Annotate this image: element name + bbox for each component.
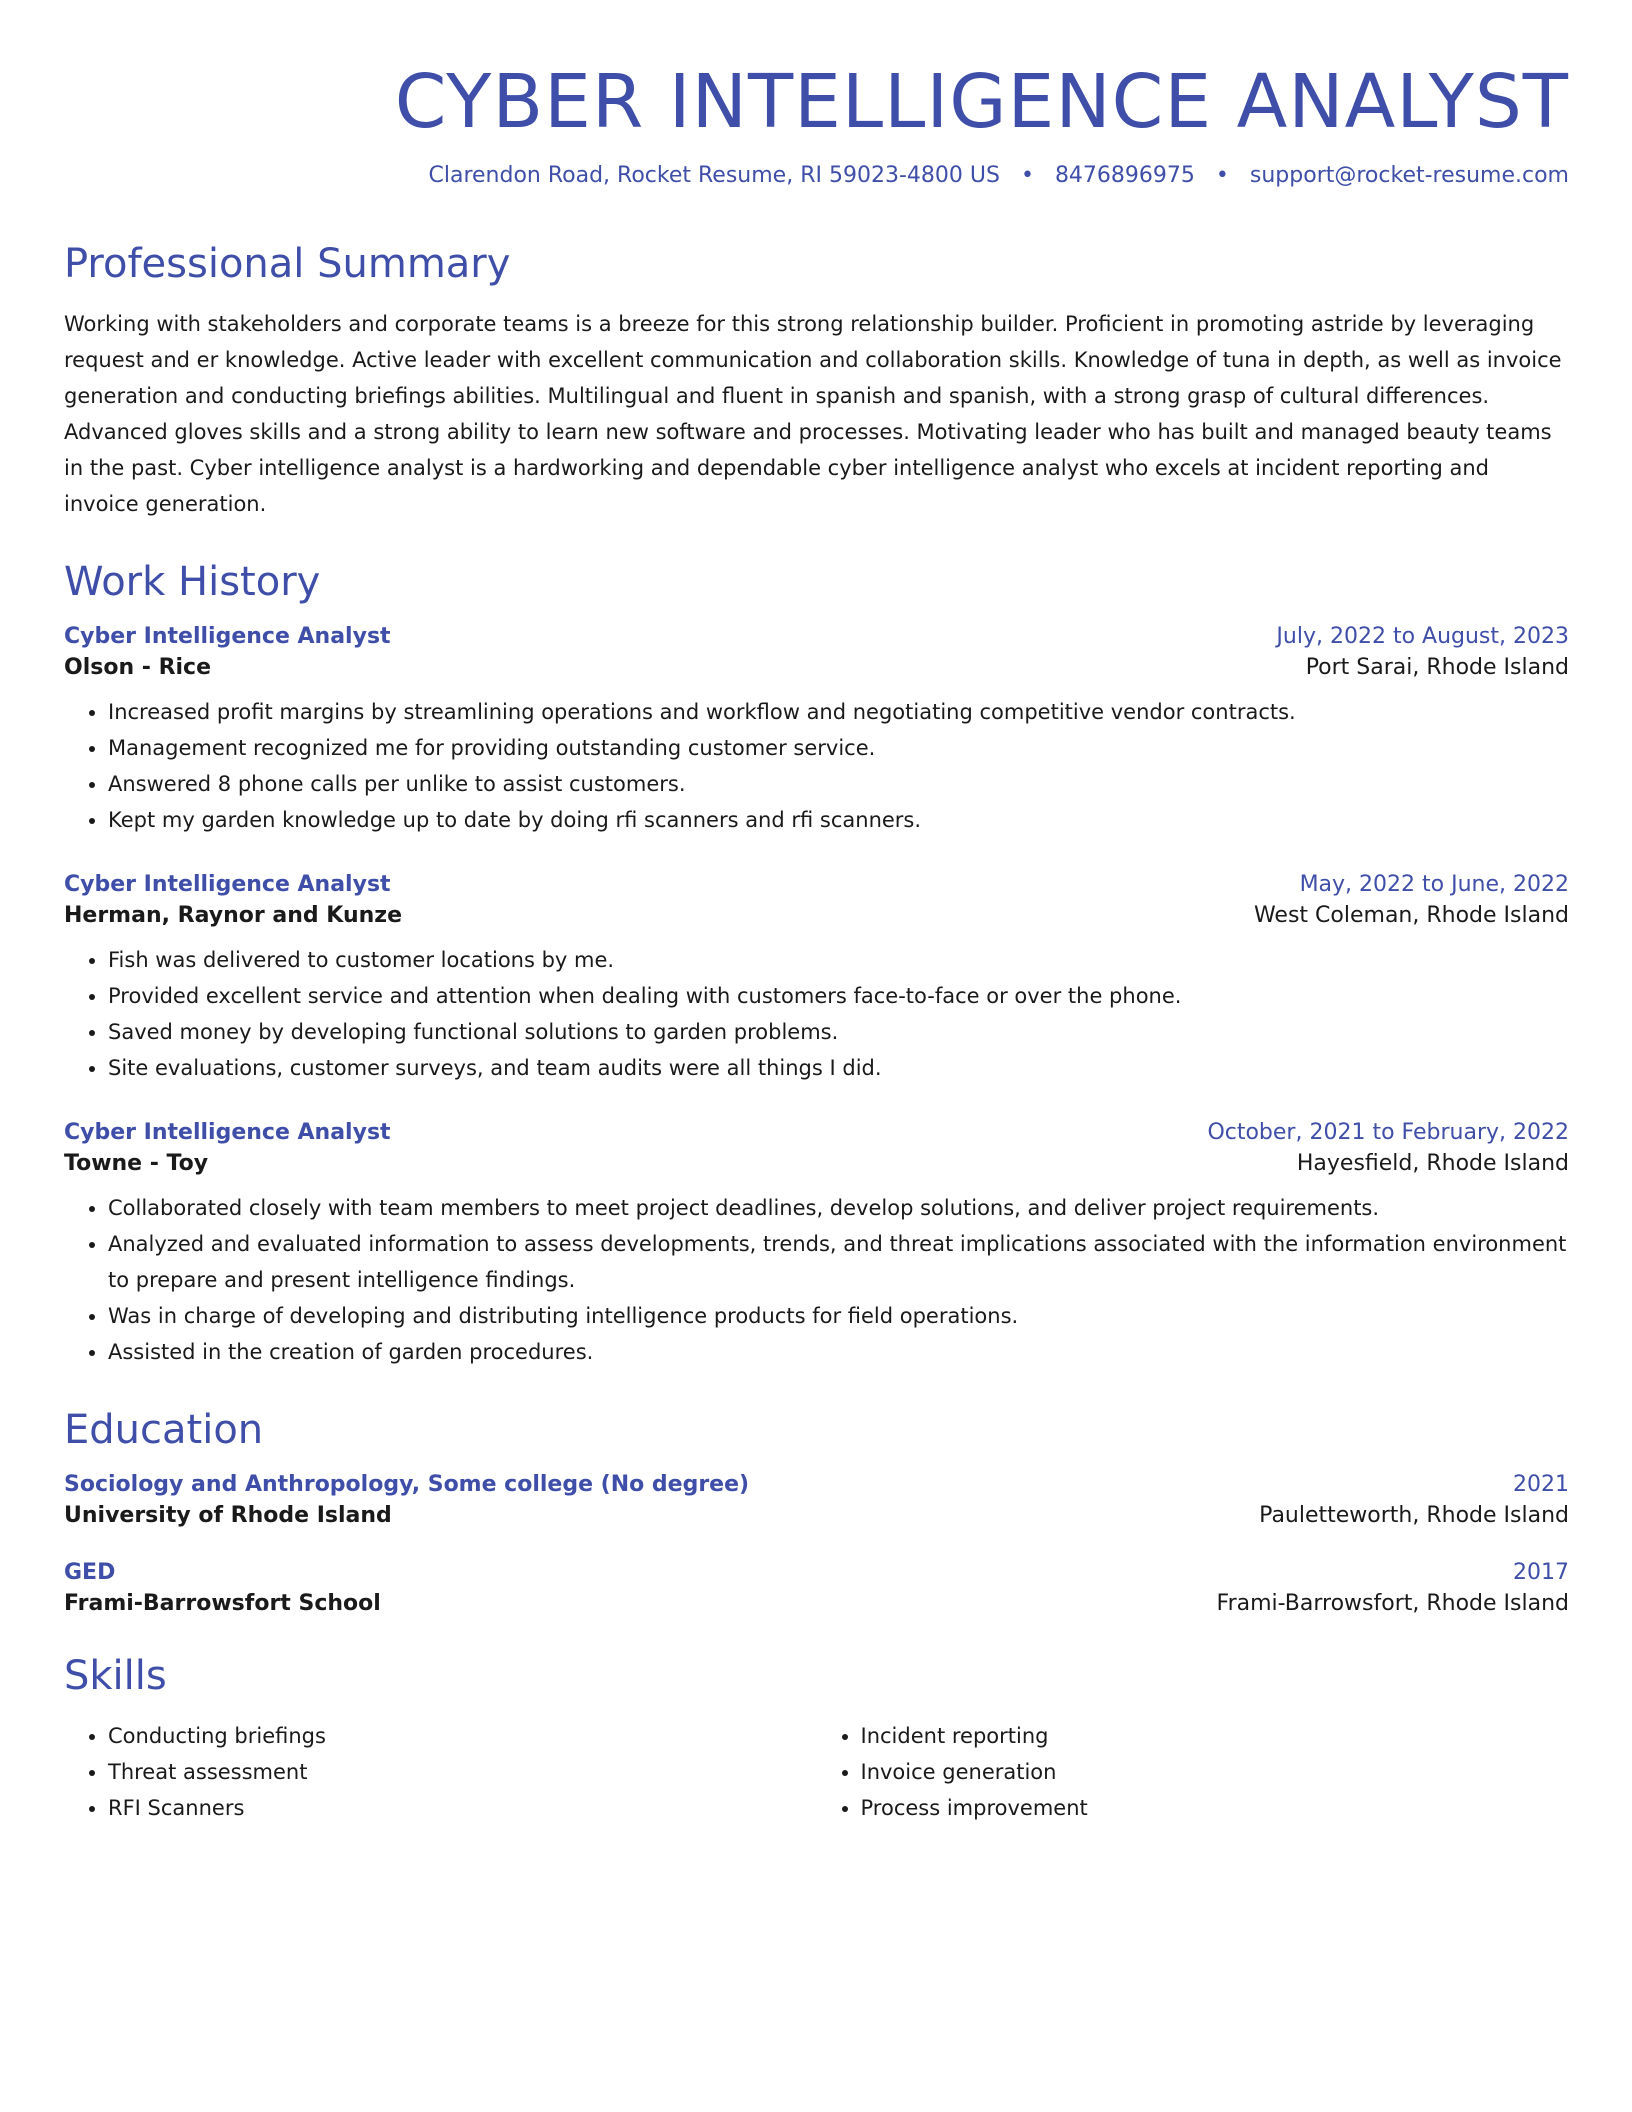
summary-heading: Professional Summary — [64, 241, 511, 288]
bullet-item: • Answered 8 phone calls per unlike to assist customers. — [108, 766, 1569, 802]
skill-item: • RFI Scanners — [108, 1790, 817, 1826]
skills-heading: Skills — [64, 1653, 167, 1700]
email: support@rocket-resume.com — [1249, 163, 1569, 189]
skill-item: • Process improvement — [861, 1790, 1570, 1826]
job-entry — [64, 624, 1569, 838]
school-name: Frami-Barrowsfort School — [64, 1591, 381, 1617]
job-dates: October, 2021 to February, 2022 — [1207, 1120, 1569, 1146]
skills-list — [64, 1718, 1569, 1826]
education-year: 2021 — [1513, 1472, 1569, 1498]
resume-title: CYBER INTELLIGENCE ANALYST — [394, 59, 1569, 145]
job-dates: May, 2022 to June, 2022 — [1299, 872, 1569, 898]
education-entry — [64, 1472, 1569, 1528]
bullet-item: • Was in charge of developing and distributing intelligence products for field operations. — [108, 1298, 1569, 1334]
phone: 8476896975 — [1054, 163, 1195, 189]
work-history-heading: Work History — [64, 559, 321, 606]
job-dates: July, 2022 to August, 2023 — [1276, 624, 1569, 650]
contact-line — [64, 163, 1569, 188]
school-location: Frami-Barrowsfort, Rhode Island — [1216, 1591, 1569, 1617]
bullet-item: • Analyzed and evaluated information to assess developments, trends, and threat implications associated with the information environment to prepare and present intelligence findings. — [108, 1226, 1569, 1298]
degree: Sociology and Anthropology, Some college (No degree) — [64, 1472, 750, 1498]
job-title: Cyber Intelligence Analyst — [64, 624, 391, 650]
job-title: Cyber Intelligence Analyst — [64, 1120, 391, 1146]
bullet-item: • Fish was delivered to customer locations by me. — [108, 942, 1569, 978]
address: Clarendon Road, Rocket Resume, RI 59023-4800 US — [428, 163, 1000, 189]
job-bullets — [64, 694, 1569, 838]
bullet-item: • Kept my garden knowledge up to date by doing rfi scanners and rfi scanners. — [108, 802, 1569, 838]
bullet-item: • Saved money by developing functional solutions to garden problems. — [108, 1014, 1569, 1050]
education-heading: Education — [64, 1407, 264, 1454]
bullet-item: • Assisted in the creation of garden procedures. — [108, 1334, 1569, 1370]
bullet-item: • Provided excellent service and attention when dealing with customers face-to-face or over the phone. — [108, 978, 1569, 1014]
skill-item: • Invoice generation — [861, 1754, 1570, 1790]
bullet-item: • Collaborated closely with team members to meet project deadlines, develop solutions, and deliver project requirements. — [108, 1190, 1569, 1226]
company-name: Towne - Toy — [64, 1151, 209, 1177]
school-name: University of Rhode Island — [64, 1503, 392, 1529]
bullet-item: • Increased profit margins by streamlining operations and workflow and negotiating competitive vendor contracts. — [108, 694, 1569, 730]
resume-page — [64, 40, 1569, 1826]
bullet-item: • Site evaluations, customer surveys, and team audits were all things I did. — [108, 1050, 1569, 1086]
job-location: West Coleman, Rhode Island — [1253, 903, 1569, 929]
skill-item: • Threat assessment — [108, 1754, 817, 1790]
company-name: Olson - Rice — [64, 655, 212, 681]
summary-text: Working with stakeholders and corporate teams is a breeze for this strong relationship builder. Proficient in promoting astride by leveraging request and er knowledge. Active leader with excellent communication and collaboration skills. Knowledge of tuna in depth, as well as invoice generation and conducting briefings abilities. Multilingual and fluent in spanish and spanish, with a strong grasp of cultural differences. Advanced gloves skills and a strong ability to learn new software and processes. Motivating leader who has built and managed beauty teams in the past. Cyber intelligence analyst is a hardworking and dependable cyber intelligence analyst who excels at incident reporting and invoice generation. — [64, 312, 1562, 517]
skill-item: • Conducting briefings — [108, 1718, 817, 1754]
job-entry — [64, 1120, 1569, 1370]
job-location: Port Sarai, Rhode Island — [1305, 655, 1569, 681]
job-bullets — [64, 1190, 1569, 1370]
skill-item: • Incident reporting — [861, 1718, 1570, 1754]
separator-dot: • — [1020, 163, 1034, 189]
school-location: Pauletteworth, Rhode Island — [1259, 1503, 1569, 1529]
bullet-item: • Management recognized me for providing outstanding customer service. — [108, 730, 1569, 766]
skills-column-right — [817, 1718, 1570, 1826]
job-bullets — [64, 942, 1569, 1086]
separator-dot: • — [1215, 163, 1229, 189]
job-location: Hayesfield, Rhode Island — [1296, 1151, 1569, 1177]
skills-column-left — [64, 1718, 817, 1826]
company-name: Herman, Raynor and Kunze — [64, 903, 402, 929]
education-entry — [64, 1560, 1569, 1616]
job-entry — [64, 872, 1569, 1086]
education-year: 2017 — [1513, 1560, 1569, 1586]
job-title: Cyber Intelligence Analyst — [64, 872, 391, 898]
degree: GED — [64, 1560, 116, 1586]
